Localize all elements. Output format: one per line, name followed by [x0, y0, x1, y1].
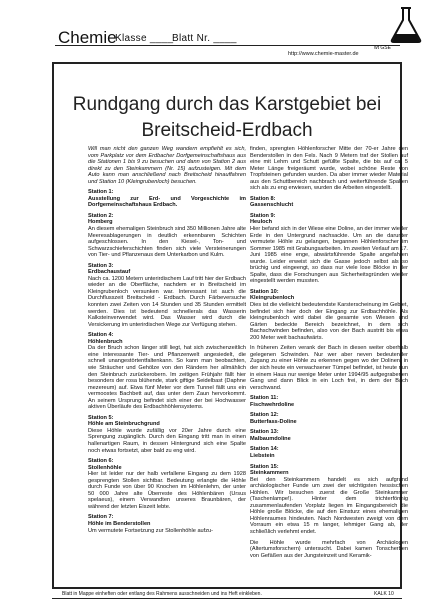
station-heading: Station 6:: [88, 458, 114, 465]
footer-note: Blatt in Mappe einheften oder entlang des Rahmens ausschneiden und ins Heft einkleben.: [62, 591, 262, 597]
header-divider: [55, 45, 400, 46]
station-block: [250, 464, 408, 536]
title-line-2: Breitscheid-Erdbach: [141, 120, 313, 141]
station-text: Hier befand sich in der Wiese eine Doline, an der immer wieder Erde in den Untergrund nachsackte. Um an die darunter vermutete Höhle zu gelangen, begannen Höhlenforscher im Sommer 1985 mit Grabungsarbeiten. Im zweiten Verlauf am 17. Juni 1985 eine enge, abwärtsführende Spalte angefahren wurde. Leider erweist sich die Gasse jedoch selbst als so brüchig und eingeengt, so dass nur viele lose Blöcke in der Spalte, dass die Forschungen aus Sicherheitsgründen wieder eingestellt werden mussten.: [250, 226, 408, 285]
station-name: Höhle im Benderstollen: [88, 520, 151, 527]
station-name: Malbaumdoline: [250, 435, 291, 442]
station-block: [250, 196, 408, 209]
station-heading: Station 11:: [250, 395, 279, 402]
bottom-margin-rule: [52, 598, 402, 613]
station-block: [250, 213, 408, 285]
station-text: Nach ca. 1200 Metern unterirdischem Lauf tritt hier der Erdbach wieder an die Oberfläche, nachdem er in Breitscheid im Kleingrubenloch versunken war. Interessant ist auch die Durchflusszeit Breitscheid - Erdbach. Durch Färbeversuche konnten zwei Zeiten von 14 Stunden und 35 Stunden ermittelt werden. Dies ist bedeutend schnellerals das Wasserin Kalksteinverwendet wird. Das Wasser wird durch die Versickerung im unterirdischen Wege zur Verfügung stehen.: [88, 275, 246, 328]
station-block: [88, 213, 246, 259]
station-block: [88, 263, 246, 328]
station-block: [88, 458, 246, 510]
station-heading: Station 3:: [88, 262, 114, 269]
station-name: Stollenhöhle: [88, 464, 122, 471]
station-block: [88, 189, 246, 209]
station-text: Da der Bruch schon länger still liegt, hat sich zwischenzeitlich eine interessante Tier- und Pflanzenwelt angesiedelt, die schnell unangestörtentfaltenkann. So kann man beobachten, wie Sträucher und Gehölze von den Rändern her allmählich den Steinbruch zurückerobern. Im zeitigen Frühjahr fällt hier besonders der rosa blühende, stark giftige Seidelbast (Daphne mezereum) auf. Etwa fünf Meter vor dem Tunnel fällt uns ein vermoostes Bachbett auf, das unter dem Zaun hervorkommt. An seinem Ursprung befindet sich einer der bei Hochwasser aktiven Überläufe des Erdbachhöhlensystems.: [88, 345, 246, 411]
klasse-field: Klasse ____: [115, 33, 174, 44]
station-block: [250, 395, 408, 408]
page-title: [54, 92, 400, 144]
station-name: Ausstellung zur Erd- und Vorgeschichte im Dorfgemeinschaftshaus Erdbach.: [88, 195, 246, 209]
station-name: Höhlenbruch: [88, 338, 123, 345]
station-name: Heuloch: [250, 219, 273, 226]
title-line-1: Rundgang durch das Karstgebiet bei: [72, 94, 382, 115]
station-name: Erdbachaustauf: [88, 269, 131, 276]
station-heading: Station 10:: [250, 288, 279, 295]
subject-title: Chemie: [58, 28, 117, 47]
station-heading: Station 12:: [250, 412, 279, 419]
sheet-code: KALK 10: [374, 591, 394, 597]
station-heading: Station 5:: [88, 414, 114, 421]
station-heading: Station 1:: [88, 189, 114, 196]
station-block: [250, 146, 408, 192]
station-text: Diese Höhle wurde zufällig vor 20er Jahre durch eine Sprengung zugänglich. Durch den Eingang tritt man in einen hallenartigen Raum, in dessen Hintergrund sich eine Spalte noch etwas fortsetzt, aber bald zu eng wird.: [88, 427, 246, 454]
station-name: Homberg: [88, 219, 113, 226]
station-heading: Station 15:: [250, 463, 279, 470]
station-name: Fischwehrdoline: [250, 401, 295, 408]
station-text: Hier ist leider nur der halb verfallene Eingang zu dem 1928 gesprengten Stollen sichtbar. Bedeutung erlangte die Höhle durch Funde von über 90 Knochen im Höhlenlehm, der unter 50 000 Jahre alte Überreste des Höhlenbären (Ursus spelaeus), einem Verwandten unseres Braunbären, der während der letzten Eiszeit lebte.: [88, 471, 246, 510]
station-text: Die Höhle wurde mehrfach von Archäologen (Altertumsforschern) untersucht. Dabei kamen Tonscherben von Gefäßen aus der Jungsteinzeit und Keramik-: [250, 539, 408, 559]
flask-logo-icon: [386, 6, 426, 44]
station-name: Butterfass-Doline: [250, 418, 297, 425]
station-heading: Station 2:: [88, 212, 114, 219]
station-block: [88, 332, 246, 411]
station-name: Gassenschlucht: [250, 202, 294, 209]
station-name: Kleingrubenloch: [250, 295, 295, 302]
station-text: Bei den Steinkammern handelt es sich aufgrund archäologischer Funde um zwei der wichtigsten hessischen Höhlen. Wir besuchen zuerst die Große Steinkammer (Taschenlampe!). Hinter dem trichterförmig zusammenlaufenden Vorplatz liegen im Eingangsbereich die Höhle große Blöcke, die auf den Einsturz eines ehemaligen Höhlenraumes hindeuten. Nach Nordwesten zweigt von dem Vorraum ein etwa 15 m langer, lehmiger Gang ab, der schließlich verlehmt endet.: [250, 476, 408, 535]
station-heading: Station 13:: [250, 429, 279, 436]
right-column: [250, 146, 408, 563]
station-block: [250, 412, 408, 425]
station-heading: Station 14:: [250, 446, 279, 453]
station-name: Höhle am Steinbruchgrund: [88, 421, 160, 428]
station-text: In früheren Zeiten verank der Bach in diesen weiter oberhalb gelegenen Schwinden. Nur wer aber neven bedeutender Zugang zu einer Höhle zu erkennen gegen wo der Dolinen, in der sich heute ein verwachsener Tümpel befindet, ist heute nun in einem Haus nur wenige Meter unter 1994/95 aufgegrabenen Gang und dann Blick in ein Loch frei, in dem der Bach verschwand.: [250, 345, 408, 391]
station-heading: Station 7:: [88, 514, 114, 521]
station-block: [250, 446, 408, 459]
station-block: [88, 415, 246, 454]
station-text: Um vermutete Fortsetzung zur Stollenhöhle aufzu-: [88, 527, 213, 534]
station-heading: Station 8:: [250, 195, 276, 202]
station-heading: Station 4:: [88, 332, 114, 339]
station-text: An diesem ehemaligen Steinbruch sind 350 Millionen Jahre alte Meeresablagerungen in deutlich erkennbaren Schichten aufgeschlossen. In den Kiesel-, Ton- und Schwarzschieferschichten finden sich viele Versteinerungen von Tier- und Pflanzenaus dem Unterkarbon und Kulm.: [88, 226, 246, 259]
station-text: finden, sprengten Höhlenforscher Mitte der 70-er Jahre den Benderstollen in den Fels. Nach 9 Metern traf der Stollen auf eine mit Lehm und Schutt gefüllte Spalte, die bis auf ca. 5 Meter Länge freigeräumt wurde, wobei schöne Reste von Tropfsteinen gefunden wurden. Da aber immer wieder Material aus den Schuttbereich nachbrach und weiterführende Spalten sich als zu eng erwiesen, wurden die Arbeiten eingestellt.: [250, 146, 408, 192]
station-block: [250, 429, 408, 442]
station-heading: Station 9:: [250, 212, 276, 219]
station-name: Steinkammern: [250, 470, 289, 477]
station-block: [250, 345, 408, 391]
organisation-label: wt GSE: [374, 45, 391, 51]
left-column: [88, 146, 246, 538]
blatt-number-field: Blatt Nr. ____: [172, 33, 237, 44]
station-text: Dies ist die vielleicht bedeutendste Karsterscheinung im Gebiet, befindet sich hier doch der Eingang zur Erdbachhöhle. Als kleingrubenloch wird dabei die gesamte von Wiesen und Gärten bedeckte Bereich bezeichnet, in dem sich Bachschwinden befinden, also von der Bach austritt bis etwa 200 Meter weit bachaufwärts.: [250, 302, 408, 341]
website-url: http://www.chemie-master.de: [288, 51, 359, 57]
station-block: [250, 289, 408, 341]
intro-paragraph: Will man nicht den ganzen Weg wandern empfiehlt es sich, vom Parkplatz vor dem Erdbacher Dorfgemeinschaftshaus aus die Stationen 1 bis 9 zu besuchen und dann von Station 2 aus direkt zu den Steinkammern (Nr. 15) aufzusteigen. Mit dem Auto kann man anschließend nach Breitscheid hinauffahren und Station 10 (Kleingrubenloch) besuchen.: [88, 146, 246, 185]
station-block: [88, 514, 246, 534]
station-block: [250, 540, 408, 560]
station-name: Liebstein: [250, 452, 275, 459]
